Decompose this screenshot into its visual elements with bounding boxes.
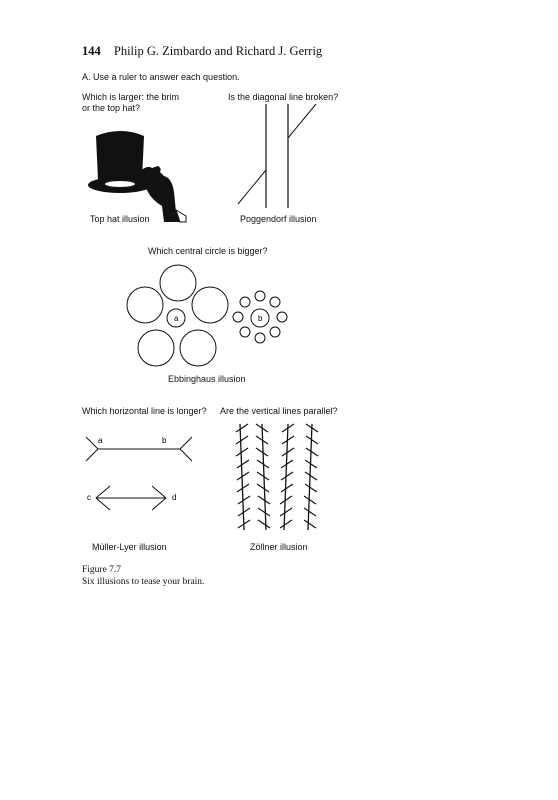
top-hat-illustration (80, 122, 200, 222)
muller-lyer-label-d: d (172, 493, 177, 502)
top-hat-question (82, 92, 179, 114)
figure-instruction: A. Use a ruler to answer each question. (82, 72, 240, 82)
ebbinghaus-small-circle (277, 312, 287, 322)
zollner-question: Are the vertical lines parallel? (220, 406, 338, 416)
muller-lyer-label-a: a (98, 436, 103, 445)
page-number: 144 (82, 44, 101, 58)
poggendorf-illustration (236, 104, 316, 214)
zollner-caption: Zöllner illusion (250, 542, 308, 552)
muller-lyer-label-b: b (162, 436, 167, 445)
muller-lyer-fin (152, 486, 166, 498)
ebbinghaus-small-circle (270, 327, 280, 337)
ebbinghaus-small-circle (240, 297, 250, 307)
ebbinghaus-label-a: a (174, 314, 179, 323)
ebbinghaus-outer-circle (138, 330, 174, 366)
poggendorf-caption: Poggendorf illusion (240, 214, 317, 224)
muller-lyer-fin (180, 437, 192, 449)
ebbinghaus-illustration (120, 260, 300, 370)
muller-lyer-fin (152, 498, 166, 510)
ebbinghaus-outer-circle (180, 330, 216, 366)
muller-lyer-fin (86, 437, 98, 449)
figure-caption: Six illusions to tease your brain. (82, 577, 205, 587)
running-header (82, 44, 322, 59)
poggendorf-question: Is the diagonal line broken? (228, 92, 339, 102)
poggendorf-upper-diagonal (288, 104, 316, 138)
ebbinghaus-outer-circle (192, 287, 228, 323)
muller-lyer-fin (96, 498, 110, 510)
ebbinghaus-question: Which central circle is bigger? (148, 246, 268, 256)
ebbinghaus-label-b: b (258, 314, 263, 323)
ebbinghaus-small-circle (233, 312, 243, 322)
figure-caption-block (82, 564, 204, 588)
ebbinghaus-small-circle (255, 291, 265, 301)
top-hat-question-line1: Which is larger: the brim (82, 92, 180, 102)
muller-lyer-illustration (84, 432, 194, 522)
figure-label: Figure 7.7 (82, 565, 122, 575)
ebbinghaus-small-circle (240, 327, 250, 337)
muller-lyer-question: Which horizontal line is longer? (82, 406, 207, 416)
top-hat-caption: Top hat illusion (90, 214, 150, 224)
ebbinghaus-outer-circle (127, 287, 163, 323)
muller-lyer-fin (180, 449, 192, 461)
zollner-illustration (226, 422, 326, 532)
top-hat-drawing (88, 131, 186, 222)
ebbinghaus-small-circle (270, 297, 280, 307)
muller-lyer-fin (86, 449, 98, 461)
ebbinghaus-small-circle (255, 333, 265, 343)
ebbinghaus-outer-circle (160, 265, 196, 301)
poggendorf-lower-diagonal (238, 170, 266, 204)
muller-lyer-label-c: c (87, 493, 91, 502)
author-names: Philip G. Zimbardo and Richard J. Gerrig (113, 44, 323, 58)
muller-lyer-caption: Müller-Lyer illusion (92, 542, 167, 552)
ebbinghaus-caption: Ebbinghaus illusion (168, 374, 246, 384)
top-hat-question-line2: or the top hat? (82, 103, 141, 113)
muller-lyer-fin (96, 486, 110, 498)
